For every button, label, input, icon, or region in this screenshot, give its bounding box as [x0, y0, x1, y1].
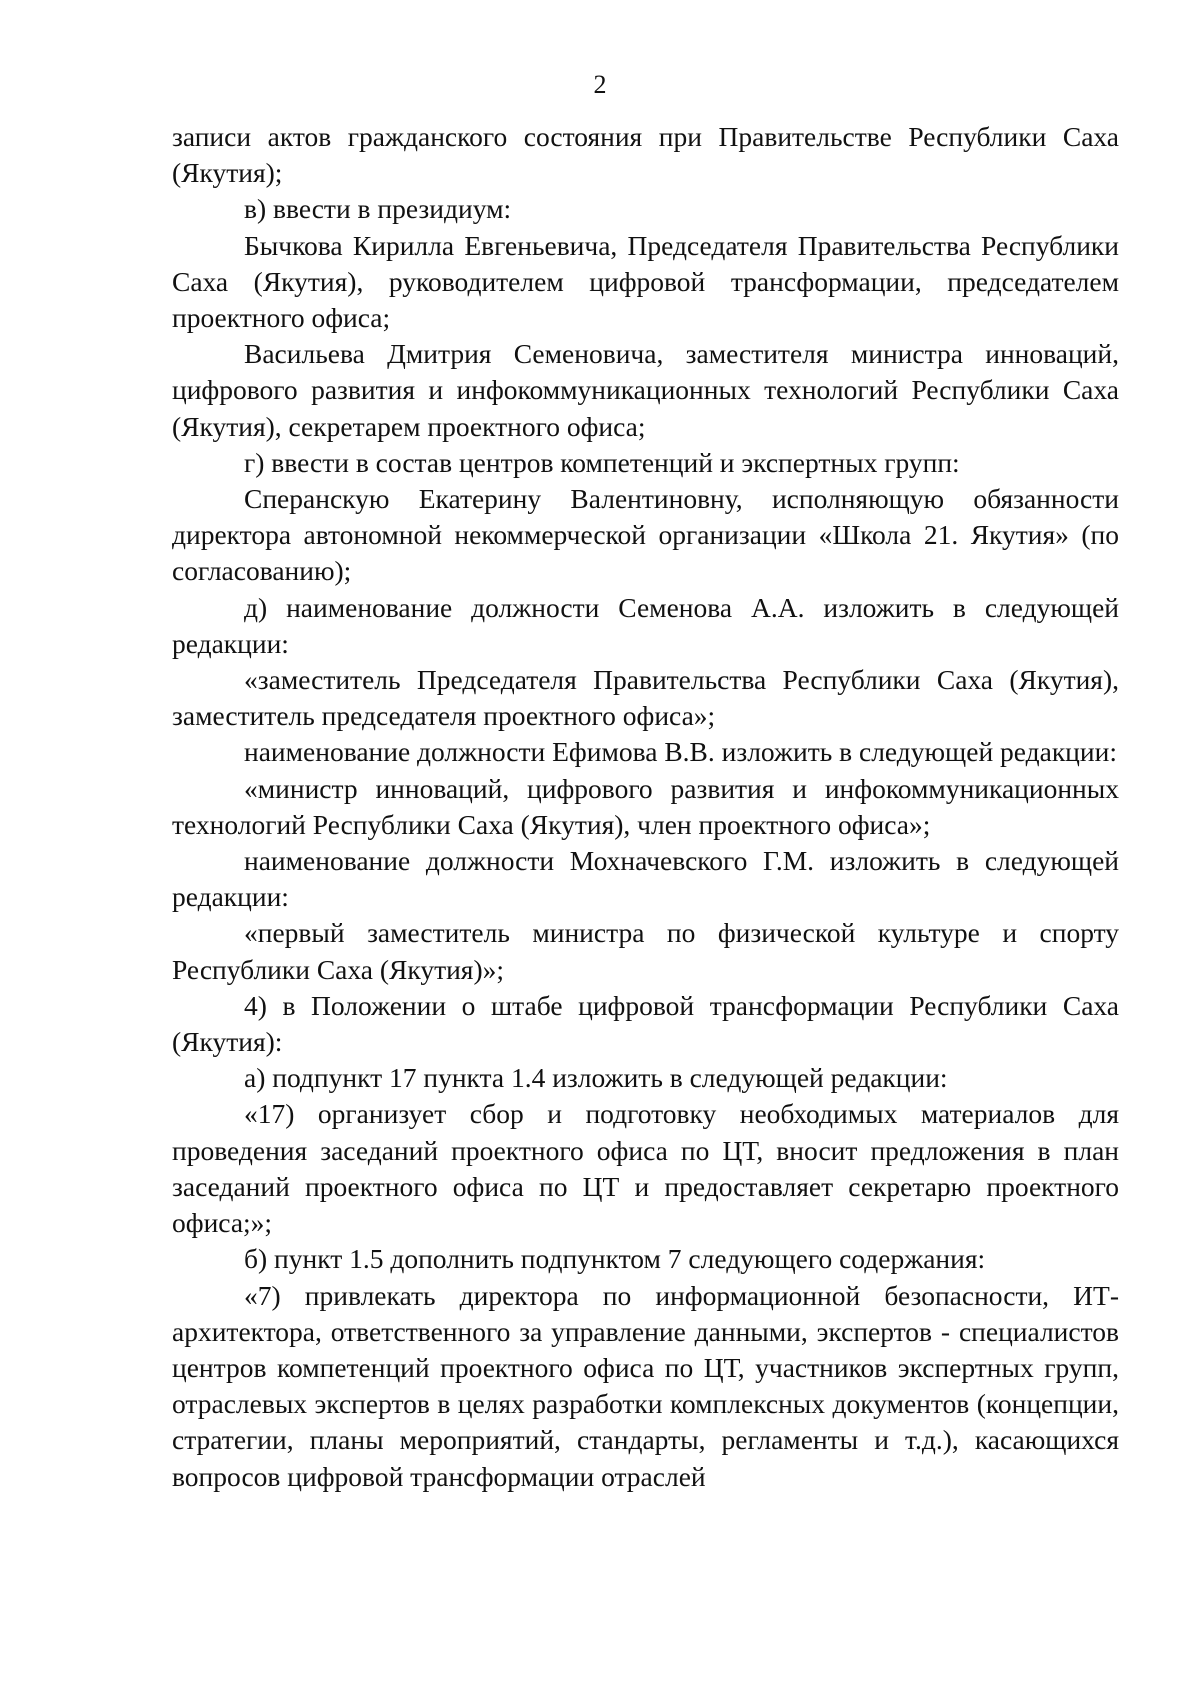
paragraph-item-d: д) наименование должности Семенова А.А. изложить в следующей редакции:	[172, 591, 1119, 659]
paragraph-quote-mokhnachevsky: «первый заместитель министра по физической культуре и спорту Республики Саха (Якутия)»;	[172, 917, 1119, 985]
page-number: 2	[593, 70, 607, 99]
paragraph-item-b: б) пункт 1.5 дополнить подпунктом 7 следующего содержания:	[244, 1243, 986, 1275]
paragraph-speranskaya: Сперанскую Екатерину Валентиновну, исполняющую обязанности директора автономной некоммерческой организации «Школа 21. Якутия» (по согласованию);	[172, 483, 1119, 587]
paragraph-item-v: в) ввести в президиум:	[244, 193, 512, 225]
document-body	[172, 119, 1119, 1495]
paragraph-mokhnachevsky: наименование должности Мохначевского Г.М. изложить в следующей редакции:	[172, 845, 1119, 913]
paragraph-item-4: 4) в Положении о штабе цифровой трансформации Республики Саха (Якутия):	[172, 989, 1119, 1058]
paragraph-quote-efimov: «министр инноваций, цифрового развития и инфокоммуникационных технологий Республики Саха (Якутия), член проектного офиса»;	[172, 772, 1119, 840]
paragraph-continuation: записи актов гражданского состояния при Правительстве Республики Саха (Якутия);	[172, 121, 1119, 189]
paragraph-quote-semenov: «заместитель Председателя Правительства Республики Саха (Якутия), заместитель председателя проектного офиса»;	[172, 664, 1119, 732]
paragraph-item-g: г) ввести в состав центров компетенций и экспертных групп:	[244, 446, 960, 478]
paragraph-quote-7: «7) привлекать директора по информационной безопасности, ИТ-архитектора, ответственного за управление данными, экспертов - специалистов центров компетенций проектного офиса по ЦТ, участников экспертных групп, отраслевых экспертов в целях разработки комплексных документов (концепции, стратегии, планы мероприятий, стандарты, регламенты и т.д.), касающихся вопросов цифровой трансформации отраслей	[172, 1279, 1119, 1492]
paragraph-bychkov: Бычкова Кирилла Евгеньевича, Председателя Правительства Республики Саха (Якутия), руководителем цифровой трансформации, председателем проектного офиса;	[172, 229, 1119, 334]
paragraph-item-a: а) подпункт 17 пункта 1.4 изложить в следующей редакции:	[244, 1062, 948, 1094]
paragraph-vasiliev: Васильева Дмитрия Семеновича, заместителя министра инноваций, цифрового развития и инфокоммуникационных технологий Республики Саха (Якутия), секретарем проектного офиса;	[172, 338, 1119, 442]
paragraph-quote-17: «17) организует сбор и подготовку необходимых материалов для проведения заседаний проектного офиса по ЦТ, вносит предложения в план заседаний проектного офиса по ЦТ и предоставляет секретарю проектного офиса;»;	[172, 1098, 1119, 1239]
paragraph-efimov: наименование должности Ефимова В.В. изложить в следующей редакции:	[244, 736, 1117, 768]
